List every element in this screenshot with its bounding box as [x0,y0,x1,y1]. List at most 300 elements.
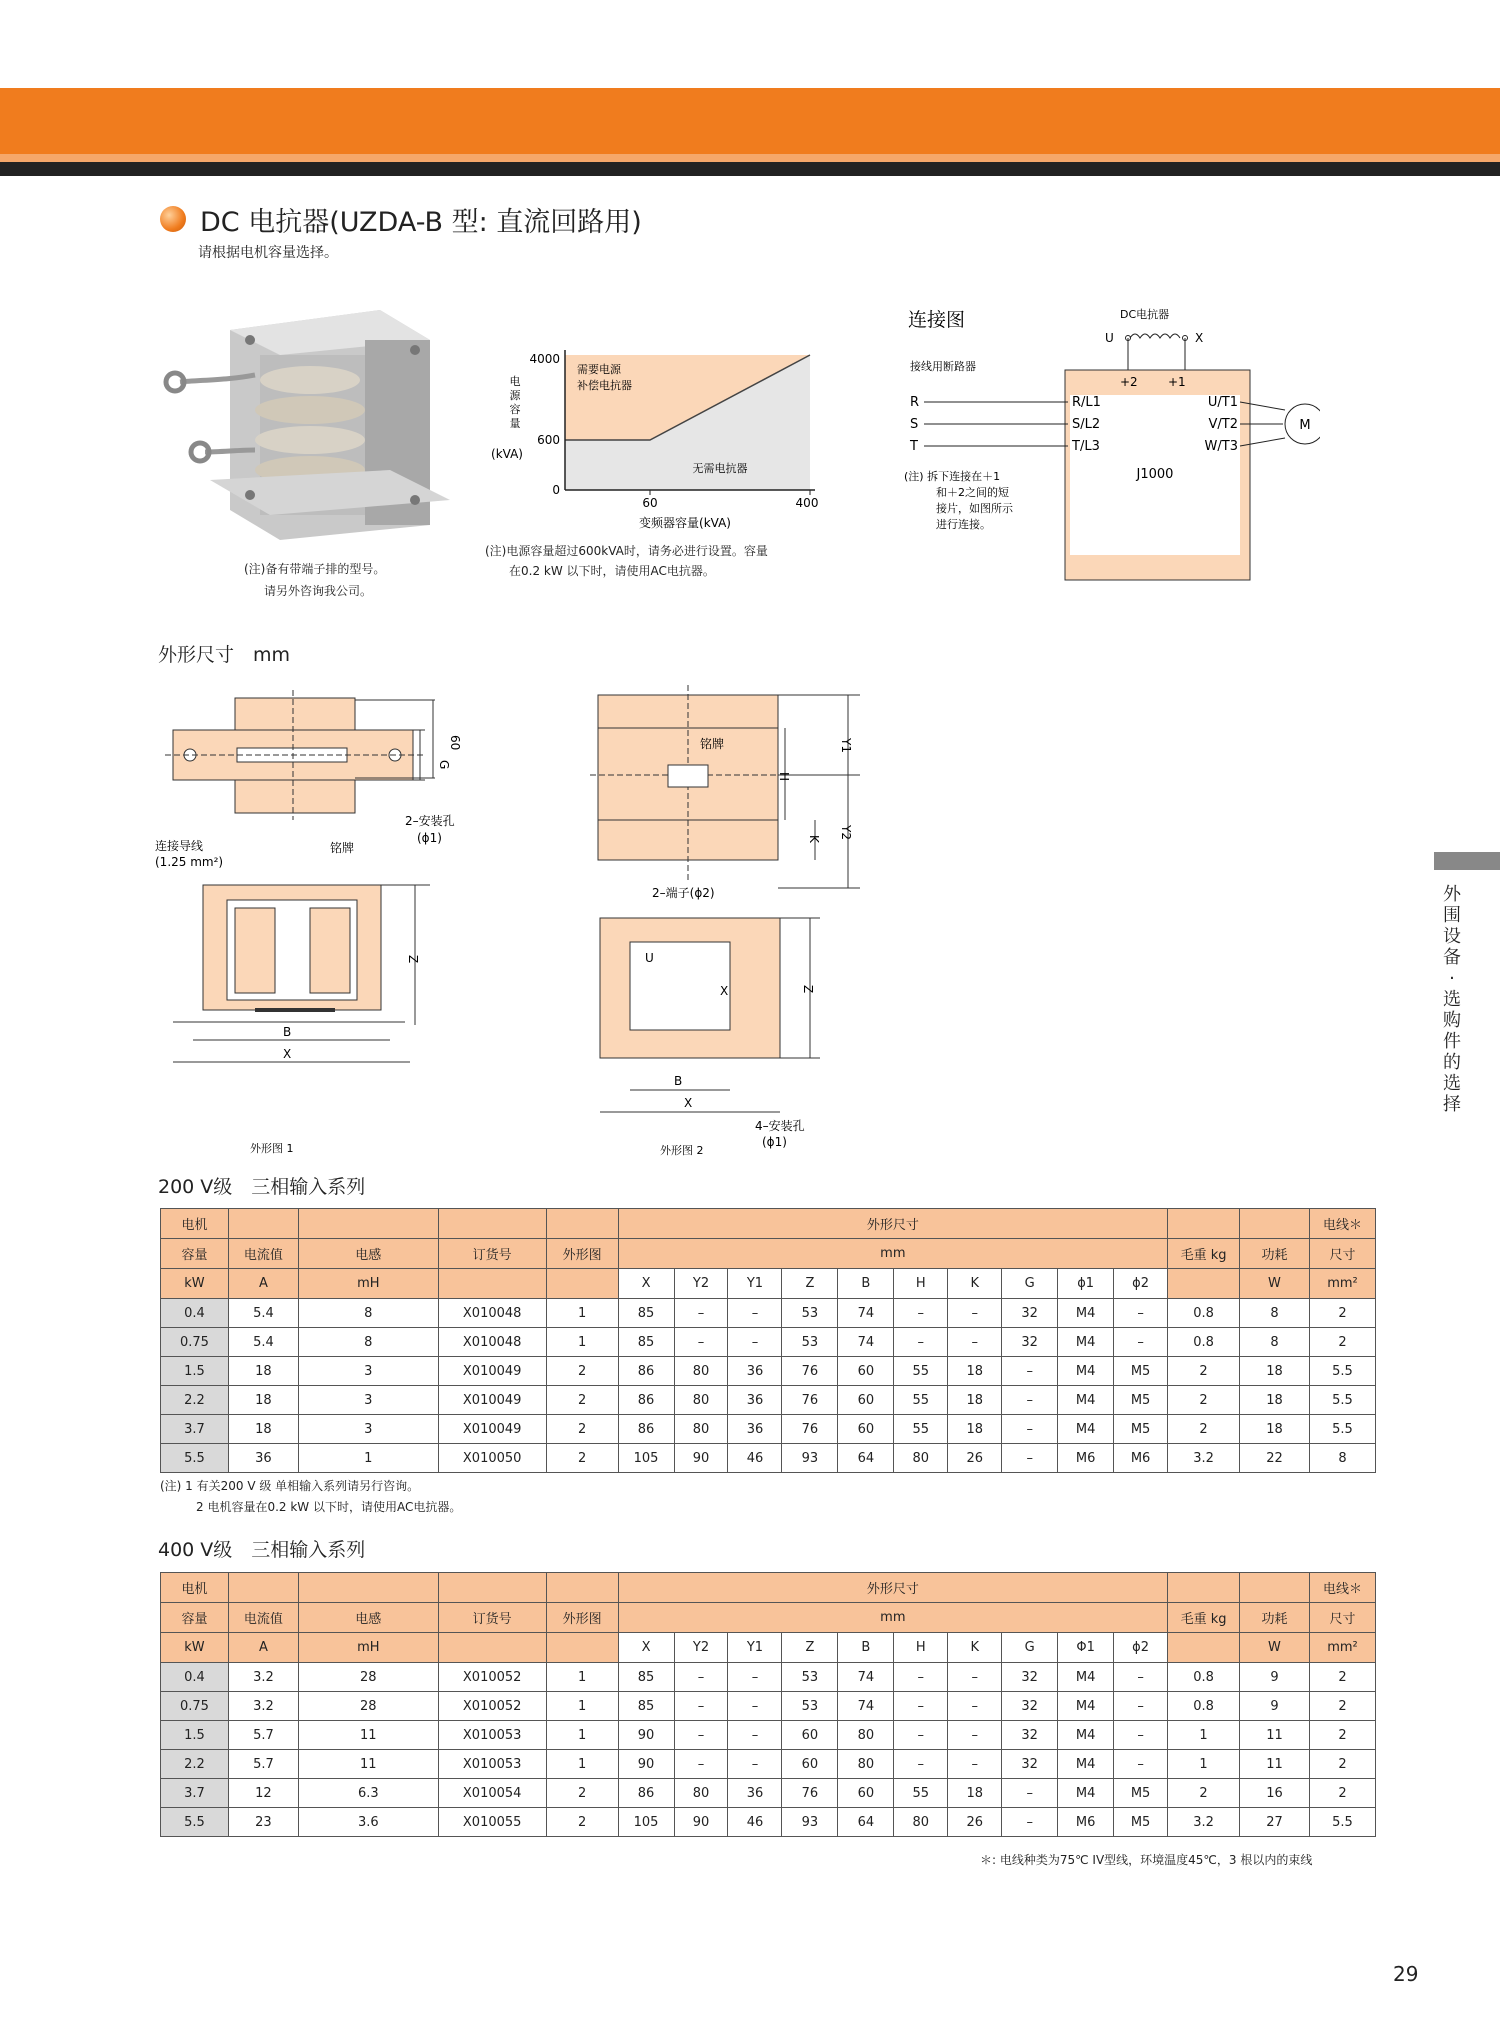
table-cell: 32 [1002,1721,1058,1750]
h-kw: kW [161,1269,229,1299]
table-cell: – [1114,1663,1168,1692]
table-cell: 64 [838,1444,894,1473]
table-row [161,1415,1376,1444]
figure-1-caption: 外形图 1 [250,1142,294,1155]
table-cell: 2 [1309,1299,1375,1328]
table-cell: 11 [1240,1750,1310,1779]
table-cell: 18 [1240,1386,1310,1415]
connection-title: 连接图 [908,309,966,331]
h-size: 尺寸 [1309,1239,1375,1269]
table-row [161,1721,1376,1750]
terminal-x: X [1195,331,1204,345]
terminal-tl3: T/L3 [1072,439,1100,454]
table-cell: 2 [1168,1779,1240,1808]
table-cell: 5.5 [161,1808,229,1837]
table-cell: 105 [618,1444,674,1473]
table-cell: 18 [948,1779,1002,1808]
region-top-2: 补偿电抗器 [577,379,632,392]
input-r: R [910,395,920,410]
h-b: B [838,1633,894,1663]
table-cell: 26 [948,1808,1002,1837]
table-cell: X010048 [438,1328,546,1357]
terminal-x-label: X [720,984,729,998]
table-cell: 0.4 [161,1299,229,1328]
h-p2: ϕ2 [1114,1269,1168,1299]
photo-note-2: 请另外咨询我公司。 [264,584,373,598]
table-cell: 2 [1309,1750,1375,1779]
table-cell: 3.2 [228,1692,298,1721]
h-order: 订货号 [438,1603,546,1633]
table-cell: – [674,1692,728,1721]
table-cell: 1 [298,1444,438,1473]
dim-60: 60 [448,735,462,751]
h-ind: 电感 [298,1239,438,1269]
table-cell: 74 [838,1299,894,1328]
h-ind: 电感 [298,1603,438,1633]
table-cell: 86 [618,1415,674,1444]
header-band [0,88,1500,154]
region-bottom: 无需电抗器 [692,462,748,475]
h-k: K [948,1269,1002,1299]
connection-note-3: 接片，如图所示 [936,502,1013,515]
table-cell: 36 [728,1386,782,1415]
h-x: X [618,1633,674,1663]
table-cell: 3 [298,1386,438,1415]
table-cell: 32 [1002,1328,1058,1357]
table-cell: 1.5 [161,1721,229,1750]
table-cell: M4 [1058,1386,1114,1415]
table-cell: 27 [1240,1808,1310,1837]
table-cell: – [1002,1779,1058,1808]
dim-z-2: Z [801,985,815,994]
h-cap: 容量 [161,1603,229,1633]
table-cell: – [1114,1299,1168,1328]
h-y2: Y2 [674,1269,728,1299]
table-cell: 85 [618,1692,674,1721]
breaker-label: 接线用断路器 [910,360,976,373]
h-order: 订货号 [438,1239,546,1269]
table-cell: 3.6 [298,1808,438,1837]
table-200v [160,1208,1376,1473]
table-row [161,1299,1376,1328]
h-kw: kW [161,1633,229,1663]
reactor-photo [160,300,460,540]
figure-2-caption: 外形图 2 [660,1144,704,1157]
mount-holes-2: (ϕ1) [417,831,442,845]
table-cell: X010049 [438,1357,546,1386]
dims-title: 外形尺寸 mm [158,644,291,666]
table-row [161,1779,1376,1808]
h-motor: 电机 [161,1209,229,1239]
table-cell: 80 [674,1779,728,1808]
table-cell: 5.5 [1309,1808,1375,1837]
table-cell: 60 [838,1779,894,1808]
table-cell: – [674,1663,728,1692]
connection-note-4: 进行连接。 [936,518,991,531]
table-cell: 1.5 [161,1357,229,1386]
table-cell: – [1002,1357,1058,1386]
h-w: W [1240,1633,1310,1663]
connection-note-2: 和＋2之间的短 [936,486,1009,499]
table-cell: – [728,1721,782,1750]
h-cur: 电流值 [228,1603,298,1633]
table-cell: 32 [1002,1663,1058,1692]
table-cell: M4 [1058,1721,1114,1750]
section-bullet-icon [160,206,186,232]
table-cell: 86 [618,1357,674,1386]
dim-y2: Y2 [839,825,853,840]
table-cell: 2.2 [161,1386,229,1415]
table-cell: X010048 [438,1299,546,1328]
table-cell: – [674,1328,728,1357]
table-cell: 36 [728,1779,782,1808]
table-cell: 74 [838,1692,894,1721]
dim-b-2: B [674,1074,683,1088]
table-cell: 105 [618,1808,674,1837]
table-cell: 26 [948,1444,1002,1473]
table-cell: 46 [728,1444,782,1473]
footnote: ＊: 电线种类为75℃ IV型线，环境温度45℃，3 根以内的束线 [980,1853,1313,1867]
table-cell: 46 [728,1808,782,1837]
dim-h: H [777,772,791,782]
h-cap: 容量 [161,1239,229,1269]
ytick-4000: 4000 [529,352,560,366]
table-cell: 5.7 [228,1750,298,1779]
table-cell: 2 [546,1415,618,1444]
table-cell: – [948,1750,1002,1779]
h-h: H [894,1269,948,1299]
region-top-1: 需要电源 [577,363,621,376]
h-wire: 电线＊ [1309,1209,1375,1239]
table-cell: M4 [1058,1357,1114,1386]
h-size: 尺寸 [1309,1603,1375,1633]
table-cell: 85 [618,1663,674,1692]
table-cell: 76 [782,1415,838,1444]
side-section-label: 外围设备·选购件的选择 [1443,884,1461,1115]
yunit: (kVA) [491,447,523,461]
table-cell: 93 [782,1808,838,1837]
table-cell: 76 [782,1357,838,1386]
table-row [161,1750,1376,1779]
h-wt: 毛重 kg [1168,1603,1240,1633]
terminal-u: U [1105,331,1114,345]
h-g: G [1002,1633,1058,1663]
wire-label-2: (1.25 mm²) [155,855,224,869]
table-cell: M4 [1058,1415,1114,1444]
table-cell: X010049 [438,1386,546,1415]
table-row [161,1692,1376,1721]
dim-x: X [283,1047,292,1061]
h-loss: 功耗 [1240,1603,1310,1633]
h-mm2: mm² [1309,1633,1375,1663]
table-200v-title: 200 V级 三相输入系列 [158,1176,366,1198]
dim-g: G [437,760,451,770]
table-cell: 53 [782,1692,838,1721]
table-cell: X010052 [438,1663,546,1692]
table-cell: 55 [894,1415,948,1444]
table-cell: 18 [228,1357,298,1386]
table-cell: X010053 [438,1721,546,1750]
motor-label: M [1299,418,1311,433]
table-cell: 80 [894,1808,948,1837]
table-cell: 2 [1168,1357,1240,1386]
table-cell: M5 [1114,1779,1168,1808]
table-cell: – [1114,1721,1168,1750]
table-cell: 3.7 [161,1779,229,1808]
table-cell: 8 [298,1328,438,1357]
table-cell: 0.75 [161,1328,229,1357]
table-cell: – [674,1750,728,1779]
table-cell: M5 [1114,1386,1168,1415]
ylabel-char: 电 [509,375,521,388]
h-cur: 电流值 [228,1239,298,1269]
nameplate-label: 铭牌 [330,841,355,855]
table-cell: 11 [298,1750,438,1779]
h-a: A [228,1269,298,1299]
h-dims: 外形尺寸 [618,1573,1167,1603]
table-cell: M4 [1058,1663,1114,1692]
dim-y1: Y1 [839,738,853,753]
table-cell: 2.2 [161,1750,229,1779]
table-cell: 80 [838,1721,894,1750]
table-cell: – [1002,1444,1058,1473]
dim-k: K [807,835,821,843]
table-cell: 80 [674,1386,728,1415]
table-cell: 8 [1240,1299,1310,1328]
table-cell: 55 [894,1386,948,1415]
table-cell: – [894,1692,948,1721]
table-cell: 18 [228,1386,298,1415]
h-wt: 毛重 kg [1168,1239,1240,1269]
terminal-plus1: +1 [1168,375,1186,389]
table-cell: 5.5 [1309,1357,1375,1386]
table-cell: X010053 [438,1750,546,1779]
table-cell: 0.8 [1168,1328,1240,1357]
table-cell: 0.8 [1168,1692,1240,1721]
table-cell: 2 [546,1386,618,1415]
table-cell: – [674,1721,728,1750]
table-cell: – [728,1750,782,1779]
table-cell: 32 [1002,1692,1058,1721]
table-cell: M5 [1114,1357,1168,1386]
table-cell: 55 [894,1357,948,1386]
table-cell: X010049 [438,1415,546,1444]
table-cell: 76 [782,1386,838,1415]
table-cell: – [894,1663,948,1692]
table-row [161,1357,1376,1386]
table-cell: 2 [1168,1386,1240,1415]
table-cell: M4 [1058,1779,1114,1808]
table-cell: – [948,1663,1002,1692]
dim-x-2: X [684,1096,693,1110]
table-cell: X010054 [438,1779,546,1808]
xtick-60: 60 [642,496,658,510]
h-x: X [618,1269,674,1299]
table-cell: 80 [674,1357,728,1386]
table-cell: 80 [838,1750,894,1779]
table-cell: – [1114,1692,1168,1721]
dim-b: B [283,1025,292,1039]
table-cell: 12 [228,1779,298,1808]
mount-holes-label-2: (ϕ1) [762,1135,787,1149]
terminal-sl2: S/L2 [1072,417,1101,432]
table-cell: M6 [1058,1808,1114,1837]
table-cell: 5.5 [161,1444,229,1473]
h-p1: Φ1 [1058,1633,1114,1663]
table-cell: 60 [782,1721,838,1750]
table-cell: 2 [1168,1415,1240,1444]
table-cell: 1 [546,1721,618,1750]
table-cell: 6.3 [298,1779,438,1808]
table-cell: 90 [618,1750,674,1779]
table-cell: 32 [1002,1750,1058,1779]
photo-note-1: (注)备有带端子排的型号。 [244,562,386,576]
terminal-ut1: U/T1 [1207,395,1238,410]
mount-holes-1: 2–安装孔 [405,814,455,828]
table-cell: 5.5 [1309,1386,1375,1415]
table-cell: X010052 [438,1692,546,1721]
h-a: A [228,1633,298,1663]
table-cell: 86 [618,1779,674,1808]
table-cell: 5.5 [1309,1415,1375,1444]
table-cell: – [948,1692,1002,1721]
table-cell: 36 [228,1444,298,1473]
table-row [161,1808,1376,1837]
h-motor: 电机 [161,1573,229,1603]
table-cell: 5.4 [228,1299,298,1328]
table-cell: M4 [1058,1692,1114,1721]
table-cell: – [948,1721,1002,1750]
h-loss: 功耗 [1240,1239,1310,1269]
h-mm: mm [618,1239,1167,1269]
table-cell: 18 [948,1386,1002,1415]
outline-figure-2 [590,680,890,1160]
ylabel-char: 量 [509,417,521,430]
table-cell: – [674,1299,728,1328]
table-cell: 86 [618,1386,674,1415]
h-mh: mH [298,1269,438,1299]
table-200v-note-1: (注) 1 有关200 V 级 单相输入系列请另行咨询。 [160,1479,420,1493]
table-cell: 85 [618,1299,674,1328]
table-cell: 1 [546,1663,618,1692]
table-cell: 74 [838,1663,894,1692]
h-y2: Y2 [674,1633,728,1663]
table-cell: 90 [674,1808,728,1837]
table-cell: 60 [838,1386,894,1415]
ytick-0: 0 [552,483,560,497]
terminal-vt2: V/T2 [1208,417,1238,432]
table-cell: 18 [228,1415,298,1444]
terminal-label: 2–端子(ϕ2) [652,886,715,900]
table-cell: 9 [1240,1692,1310,1721]
table-cell: 9 [1240,1663,1310,1692]
table-cell: – [1002,1808,1058,1837]
h-p1: ϕ1 [1058,1269,1114,1299]
h-mh: mH [298,1633,438,1663]
input-s: S [910,417,919,432]
table-200v-note-2: 2 电机容量在0.2 kW 以下时，请使用AC电抗器。 [196,1500,462,1514]
table-cell: M5 [1114,1808,1168,1837]
table-cell: 53 [782,1328,838,1357]
table-row [161,1386,1376,1415]
page-title: DC 电抗器(UZDA-B 型: 直流回路用) [200,207,642,238]
table-cell: X010050 [438,1444,546,1473]
table-cell: 18 [948,1357,1002,1386]
table-cell: 2 [546,1357,618,1386]
table-cell: 60 [838,1415,894,1444]
table-cell: M4 [1058,1750,1114,1779]
table-cell: – [894,1328,948,1357]
table-cell: 93 [782,1444,838,1473]
table-cell: M6 [1058,1444,1114,1473]
connection-note-1: (注) 拆下连接在＋1 [904,470,1001,483]
input-t: T [910,439,918,454]
table-cell: 3.2 [228,1663,298,1692]
table-cell: 2 [546,1808,618,1837]
ylabel-char: 容 [509,403,521,416]
table-cell: 2 [1309,1692,1375,1721]
terminal-wt3: W/T3 [1204,439,1238,454]
h-w: W [1240,1269,1310,1299]
table-cell: 74 [838,1328,894,1357]
side-tab-marker [1434,852,1500,870]
table-cell: 8 [1309,1444,1375,1473]
table-cell: 1 [546,1328,618,1357]
h-g: G [1002,1269,1058,1299]
table-cell: M4 [1058,1328,1114,1357]
h-z: Z [782,1269,838,1299]
table-cell: 1 [546,1692,618,1721]
table-cell: 22 [1240,1444,1310,1473]
table-cell: – [894,1299,948,1328]
table-cell: 28 [298,1692,438,1721]
table-cell: 76 [782,1779,838,1808]
table-cell: 8 [298,1299,438,1328]
table-cell: 64 [838,1808,894,1837]
h-mm2: mm² [1309,1269,1375,1299]
ylabel-char: 源 [509,389,521,402]
xlabel: 变频器容量(kVA) [639,516,731,530]
table-cell: – [1114,1328,1168,1357]
terminal-rl1: R/L1 [1072,395,1101,410]
table-cell: 0.8 [1168,1663,1240,1692]
table-row [161,1328,1376,1357]
table-cell: – [1114,1750,1168,1779]
table-cell: X010055 [438,1808,546,1837]
table-cell: 11 [1240,1721,1310,1750]
table-cell: 5.7 [228,1721,298,1750]
table-cell: – [894,1721,948,1750]
chart-note-1: (注)电源容量超过600kVA时，请务必进行设置。容量 [485,544,768,558]
ytick-600: 600 [537,433,560,447]
table-cell: 5.4 [228,1328,298,1357]
table-cell: – [728,1299,782,1328]
terminal-plus2: +2 [1120,375,1138,389]
table-cell: 8 [1240,1328,1310,1357]
table-row [161,1444,1376,1473]
h-wire: 电线＊ [1309,1573,1375,1603]
table-cell: 3.7 [161,1415,229,1444]
table-cell: 3 [298,1357,438,1386]
h-fig: 外形图 [546,1239,618,1269]
table-cell: 2 [546,1444,618,1473]
table-cell: 18 [1240,1357,1310,1386]
table-cell: 36 [728,1357,782,1386]
table-cell: 2 [1309,1328,1375,1357]
header-band-light [0,154,1500,162]
h-z: Z [782,1633,838,1663]
h-y1: Y1 [728,1269,782,1299]
